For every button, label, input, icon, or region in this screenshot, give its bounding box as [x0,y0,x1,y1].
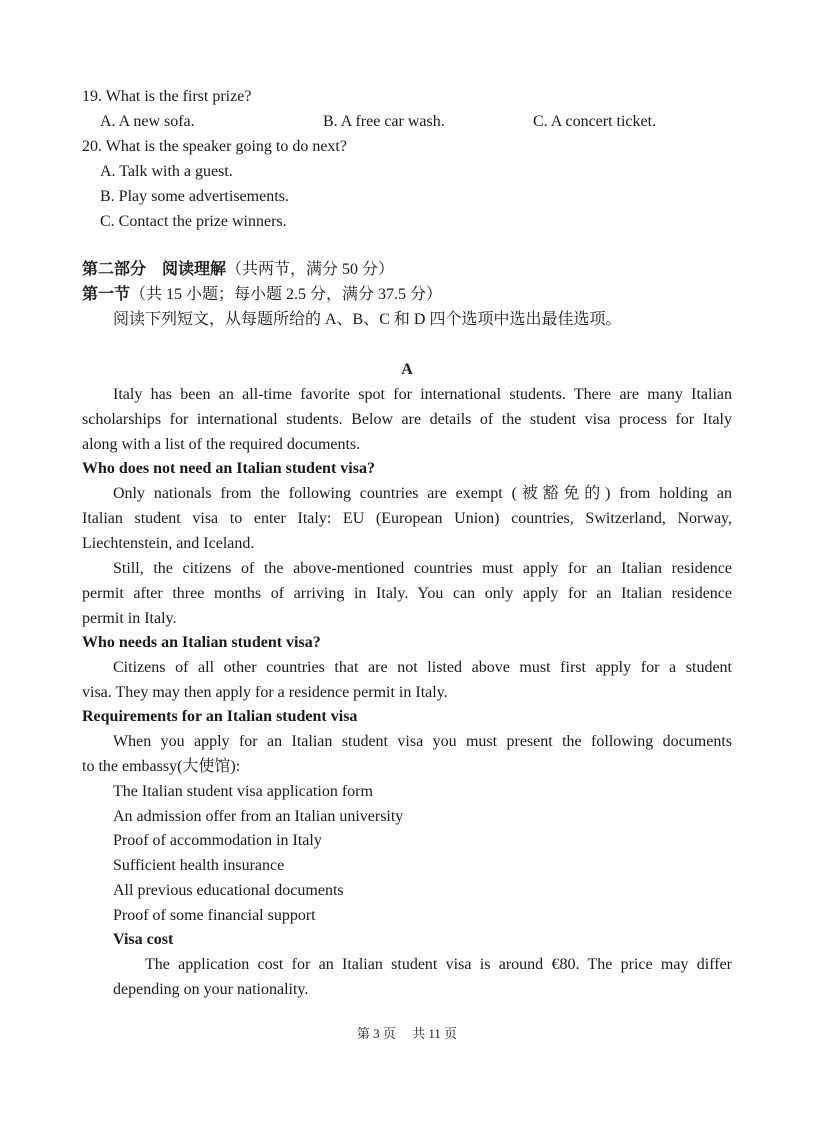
document-item: An admission offer from an Italian university [113,808,404,825]
p5-line-1: The application cost for an Italian student visa is around €80. The price may differ [145,956,732,973]
p3-line-1: Citizens of all other countries that are not listed above must first apply for a student [113,659,732,676]
q19-option-c: C. A concert ticket. [533,113,657,130]
intro-line-2: scholarships for international students. Below are details of the student visa process for Italy [82,411,732,428]
part2-title: 第二部分 阅读理解 [82,261,227,278]
document-item: The Italian student visa application form [113,783,373,800]
p5-line-2: depending on your nationality. [113,981,309,998]
q19-option-a: A. A new sofa. [100,113,195,130]
heading-requirements: Requirements for an Italian student visa [82,708,358,725]
intro-line-1: Italy has been an all-time favorite spot for international students. There are many Italian [113,386,732,403]
heading-no-visa: Who does not need an Italian student visa? [82,460,375,477]
document-item: Proof of some financial support [113,907,316,924]
p2-line-3: permit in Italy. [82,610,177,627]
section1-heading [82,283,732,308]
heading-needs-visa: Who needs an Italian student visa? [82,634,321,651]
p2-line-2: permit after three months of arriving in Italy. You can only apply for an Italian residence [82,585,732,602]
part2-heading [82,258,732,283]
q19-option-b: B. A free car wash. [323,113,445,130]
document-item: All previous educational documents [113,882,344,899]
p4-line-2: to the embassy(大使馆): [82,758,241,775]
p1-line-3: Liechtenstein, and Iceland. [82,535,255,552]
q20-option-c: C. Contact the prize winners. [100,213,287,230]
q20-option-a: A. Talk with a guest. [100,163,233,180]
document-item: Proof of accommodation in Italy [113,832,322,849]
passage-letter: A [401,361,413,378]
p1-line-2: Italian student visa to enter Italy: EU (European Union) countries, Switzerland, Norway, [82,510,732,527]
document-item: Sufficient health insurance [113,857,285,874]
p2-line-1: Still, the citizens of the above-mentioned countries must apply for an Italian residence [113,560,732,577]
intro-line-3: along with a list of the required documents. [82,436,361,453]
section1-title: 第一节 [82,286,131,303]
q20-option-b: B. Play some advertisements. [100,188,289,205]
question-20: 20. What is the speaker going to do next? [82,138,347,155]
section1-note: （共 15 小题；每小题 2.5 分，满分 37.5 分） [130,286,443,303]
heading-visa-cost: Visa cost [113,931,174,948]
question-19: 19. What is the first prize? [82,88,252,105]
part2-note: （共两节，满分 50 分） [226,261,395,278]
section1-instruction: 阅读下列短文，从每题所给的 A、B、C 和 D 四个选项中选出最佳选项。 [113,311,622,328]
p3-line-2: visa. They may then apply for a residence permit in Italy. [82,684,448,701]
page-footer: 第 3 页 共 11 页 [356,1026,458,1041]
p4-line-1: When you apply for an Italian student visa you must present the following documents [113,733,732,750]
p1-line-1: Only nationals from the following countries are exempt (被豁免的) from holding an [113,485,732,502]
